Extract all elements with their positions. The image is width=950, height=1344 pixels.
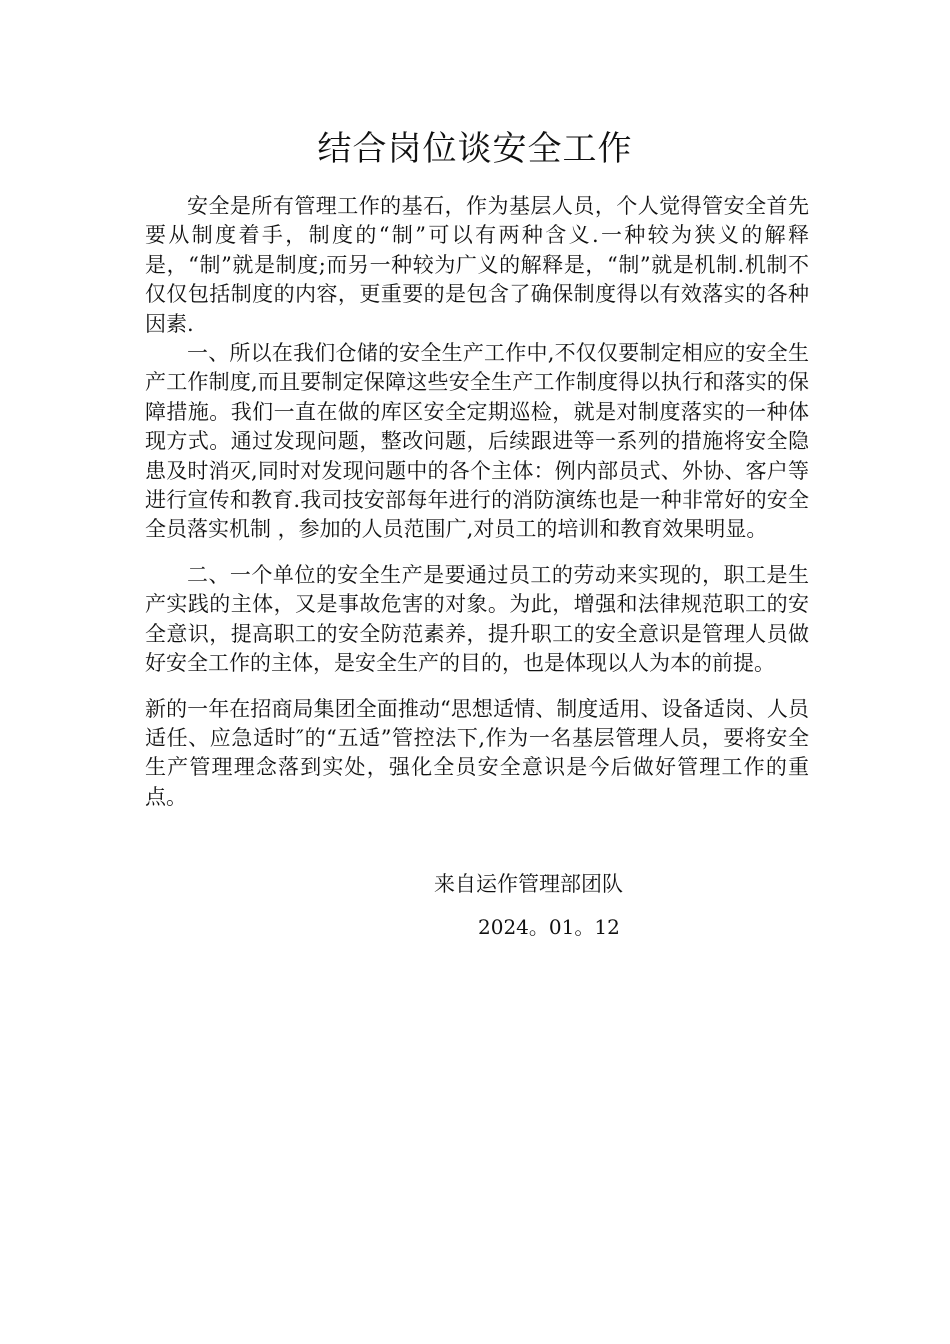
paragraph-closing: 新的一年在招商局集团全面推动“思想适情、制度适用、设备适岗、人员适任、应急适时″的“五适”管控法下,作为一名基层管理人员，要将安全生产管理理念落到实处，强化全员安全意识是今后做好管理工作的重点。: [145, 696, 809, 809]
paragraph-point-one: 一、所以在我们仓储的安全生产工作中,不仅仅要制定相应的安全生产工作制度,而且要制定保障这些安全生产工作制度得以执行和落实的保障措施。我们一直在做的库区安全定期巡检，就是对制度落实的一种体现方式。通过发现问题，整改问题，后续跟进等一系列的措施将安全隐患及时消灭,同时对发现问题中的各个主体：例内部员式、外协、客户等进行宣传和教育.我司技安部每年进行的消防演练也是一种非常好的安全全员落实机制 ，参加的人员范围广,对员工的培训和教育效果明显。: [145, 341, 809, 542]
document-signature: 来自运作管理部团队: [434, 872, 623, 896]
paragraph-intro: 安全是所有管理工作的基石，作为基层人员，个人觉得管安全首先要从制度着手，制度的“制”可以有两种含义.一种较为狭义的解释是，“制”就是制度;而另一种较为广义的解释是，“制”就是机制.机制不仅仅包括制度的内容，更重要的是包含了确保制度得以有效落实的各种因素.: [145, 194, 809, 336]
document-title: 结合岗位谈安全工作: [317, 129, 633, 169]
document-date: 2024。01。12: [478, 915, 620, 939]
document-body: [145, 192, 809, 812]
paragraph-point-two: 二、一个单位的安全生产是要通过员工的劳动来实现的，职工是生产实践的主体，又是事故危害的对象。为此，增强和法律规范职工的安全意识，提高职工的安全防范素养，提升职工的安全意识是管理人员做好安全工作的主体，是安全生产的目的，也是体现以人为本的前提。: [145, 562, 809, 676]
